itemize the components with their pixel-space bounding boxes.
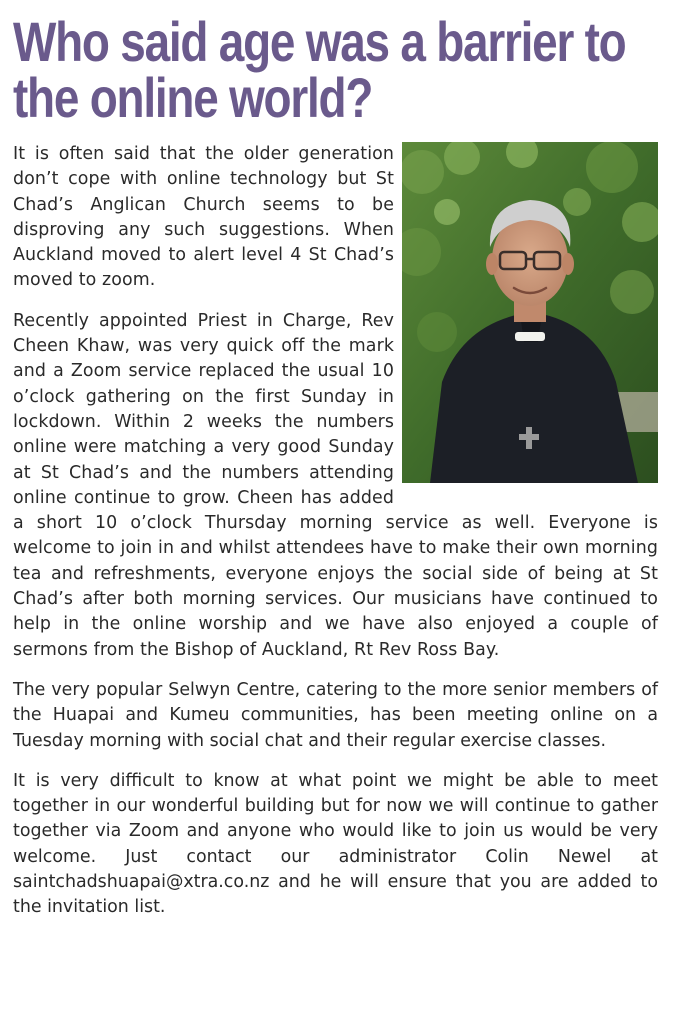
paragraph: Recently appointed Priest in Charge, Rev Cheen Khaw, was very quick off the mark and a Zoom service replaced the usual 10 o’clock gathering on the first Sunday in lockdown. Within 2 weeks the numbers online were matching a very good Sunday at St Chad’s and the numbers attending online continue to grow. Cheen has added a short 10 o’clock Thursday morning service as well. Everyone is welcome to join in and whilst attendees have to make their own morning tea and refreshments, everyone enjoys the social side of being at St Chad’s after both morning services. Our musicians have continued to help in the online worship and we have also enjoyed a couple of sermons from the Bishop of Auckland, Rt Rev Ross Bay. xyxy=(13,310,658,660)
article xyxy=(13,10,658,936)
paragraph: It is very difficult to know at what point we might be able to meet together in our wonderful building but for now we will continue to gather together via Zoom and anyone who would like to join us would be very welcome. Just contact our administrator Colin Newel at saintchadshuapai@xtra.co.nz and he will ensure that you are added to the invitation list. xyxy=(13,770,658,918)
clerical-collar xyxy=(515,332,545,341)
priest-photo xyxy=(402,142,658,483)
article-body xyxy=(13,142,658,921)
paragraph: The very popular Selwyn Centre, catering to the more senior members of the Huapai and Kumeu communities, has been meeting online on a Tuesday morning with social chat and their regular exercise classes. xyxy=(13,679,658,751)
headline: Who said age was a barrier to the online world? xyxy=(13,10,626,129)
paragraph: It is often said that the older generation don’t cope with online technology but St Chad’s Anglican Church seems to be disproving any such suggestions. When Auckland moved to alert level 4 St Chad’s moved to zoom. xyxy=(13,144,394,291)
